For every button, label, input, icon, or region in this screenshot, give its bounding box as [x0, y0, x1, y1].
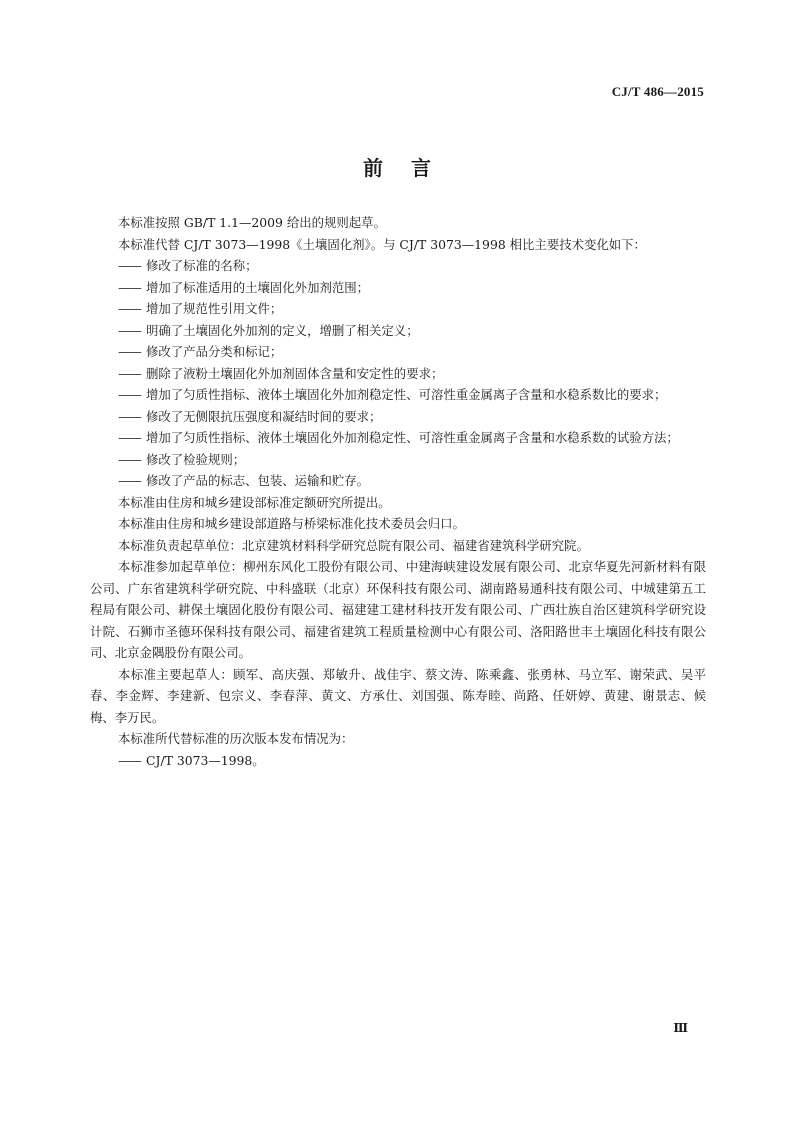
list-item [118, 384, 706, 406]
page-title: 前言 [363, 156, 459, 180]
list-item-text: 修改了标准的名称； [146, 258, 258, 273]
list-item-text: 修改了产品分类和标记； [146, 344, 283, 359]
list-item [118, 427, 706, 449]
paragraph-lead-drafters: 本标准负责起草单位：北京建筑材料科学研究总院有限公司、福建省建筑科学研究院。 [118, 537, 589, 553]
dash-marker: —— [118, 752, 141, 768]
list-item-text: 明确了土壤固化外加剂的定义，增删了相关定义； [146, 322, 419, 338]
list-item-text: 修改了检验规则； [146, 451, 246, 467]
list-item [118, 406, 706, 428]
list-item [118, 363, 706, 385]
list-item [118, 320, 706, 342]
list-item [118, 341, 706, 363]
list-item-text: 增加了规范性引用文件； [146, 301, 283, 316]
dash-marker: —— [118, 301, 141, 316]
page-number: Ⅲ [673, 1021, 688, 1035]
list-item-text: 修改了无侧限抗压强度和凝结时间的要求； [146, 408, 382, 424]
dash-marker: —— [118, 430, 141, 445]
dash-marker: —— [118, 322, 141, 338]
list-item [118, 449, 706, 471]
dash-marker: —— [118, 387, 141, 402]
paragraph-replacement: 本标准代替 CJ/T 3073—1998《土壤固化剂》。与 CJ/T 3073—1998 相比主要技术变化如下： [118, 236, 646, 252]
paragraph-responsible-committee: 本标准由住房和城乡建设部道路与桥梁标准化技术委员会归口。 [118, 516, 465, 531]
list-item [118, 277, 706, 299]
list-item-text: 增加了匀质性指标、液体土壤固化外加剂稳定性、可溶性重金属离子含量和水稳系数比的要求； [146, 387, 667, 402]
paragraph-proposer: 本标准由住房和城乡建设部标准定额研究所提出。 [118, 494, 391, 510]
dash-marker: —— [118, 451, 141, 467]
list-item-text: 增加了标准适用的土壤固化外加剂范围； [146, 279, 370, 295]
list-item [118, 298, 706, 320]
list-item [118, 750, 706, 772]
list-item [118, 470, 706, 492]
paragraph-main-authors: 本标准主要起草人：顾军、高庆强、郑敏升、战佳宇、蔡文涛、陈乘鑫、张勇林、马立军、谢荣武、吴平春、李金辉、李建新、包宗义、李春萍、黄文、方承仕、刘国强、陈寿睦、尚路、任妍婷、黄建、谢景志、候梅、李万民。 [90, 666, 706, 725]
dash-marker: —— [118, 344, 141, 359]
standard-code: CJ/T 486—2015 [611, 84, 704, 99]
dash-marker: —— [118, 279, 141, 295]
list-item [118, 255, 706, 277]
paragraph-participating-drafters: 本标准参加起草单位：柳州东风化工股份有限公司、中建海峡建设发展有限公司、北京华夏先河新材料有限公司、广东省建筑科学研究院、中科盛联（北京）环保科技有限公司、湖南路易通科技有限公司、中城建第五工程局有限公司、耕保土壤固化股份有限公司、福建建工建材科技开发有限公司、广西壮族自治区建筑科学研究设计院、石狮市圣德环保科技有限公司、福建省建筑工程质量检测中心有限公司、洛阳路世丰土壤固化科技有限公司、北京金隅股份有限公司。 [90, 559, 706, 660]
dash-marker: —— [118, 365, 141, 381]
paragraph-drafting-rules: 本标准按照 GB/T 1.1—2009 给出的规则起草。 [118, 215, 386, 230]
list-item-text: 修改了产品的标志、包装、运输和贮存。 [146, 473, 370, 488]
list-item-text: 增加了匀质性指标、液体土壤固化外加剂稳定性、可溶性重金属离子含量和水稳系数的试验方法； [146, 430, 679, 445]
dash-marker: —— [118, 408, 141, 424]
list-item-text: CJ/T 3073—1998。 [146, 752, 265, 768]
dash-marker: —— [118, 473, 141, 488]
document-body [90, 212, 706, 771]
dash-marker: —— [118, 258, 141, 273]
paragraph-history: 本标准所代替标准的历次版本发布情况为： [118, 731, 354, 746]
list-item-text: 删除了液粉土壤固化外加剂固体含量和安定性的要求； [146, 365, 444, 381]
